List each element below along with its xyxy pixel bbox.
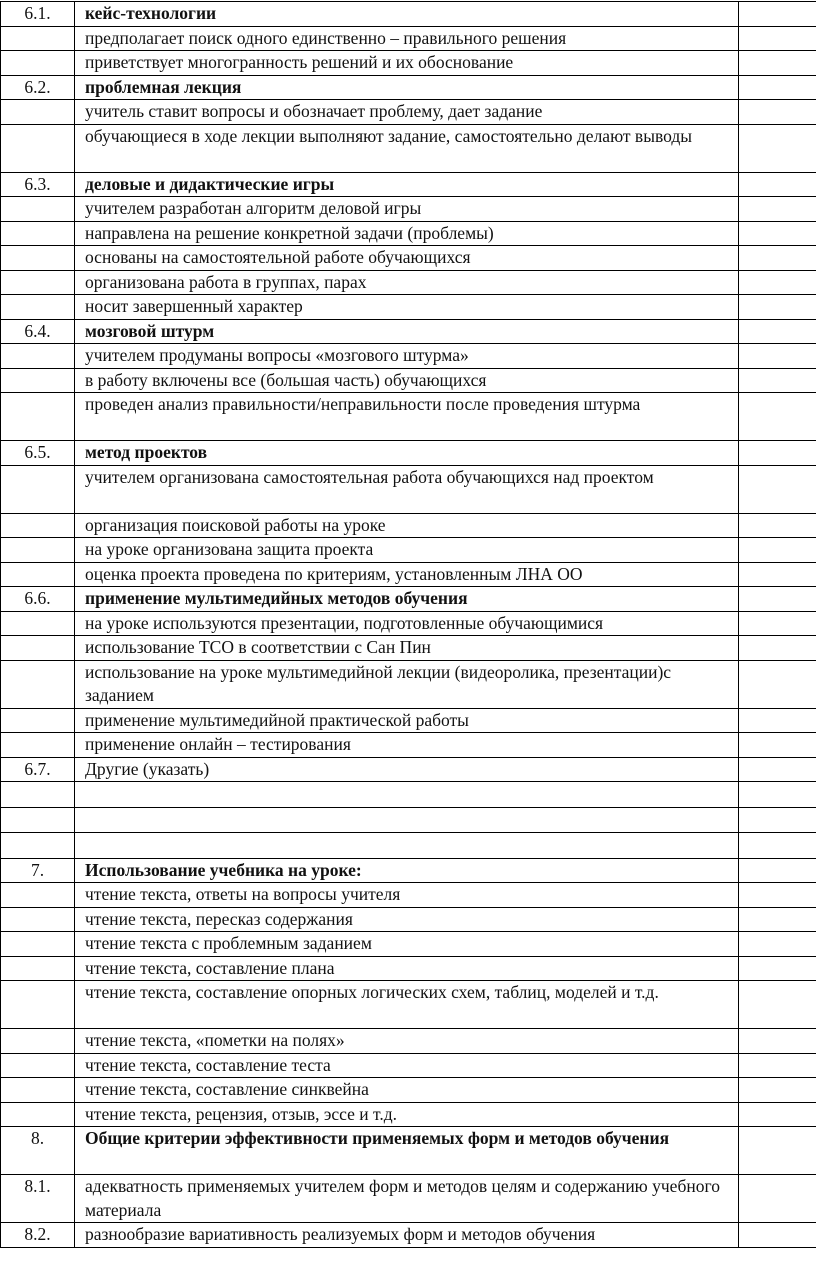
mark-cell[interactable] xyxy=(739,660,816,708)
item-number xyxy=(1,124,75,172)
mark-cell[interactable] xyxy=(739,907,816,932)
criterion-text: направлена на решение конкретной задачи (проблемы) xyxy=(75,221,739,246)
item-number xyxy=(1,883,75,908)
item-number xyxy=(1,270,75,295)
item-number: 8.2. xyxy=(1,1223,75,1248)
mark-cell[interactable] xyxy=(739,538,816,563)
mark-cell[interactable] xyxy=(739,221,816,246)
mark-cell[interactable] xyxy=(739,368,816,393)
table-row xyxy=(1,807,816,833)
section-heading: применение мультимедийных методов обучения xyxy=(75,587,739,612)
criterion-text: организация поисковой работы на уроке xyxy=(75,513,739,538)
criterion-text: обучающиеся в ходе лекции выполняют задание, самостоятельно делают выводы xyxy=(75,124,739,172)
mark-cell[interactable] xyxy=(739,295,816,320)
mark-cell[interactable] xyxy=(739,172,816,197)
criterion-text: разнообразие вариативность реализуемых форм и методов обучения xyxy=(75,1223,739,1248)
table-row xyxy=(1,246,816,271)
mark-cell[interactable] xyxy=(739,124,816,172)
table-row xyxy=(1,636,816,661)
mark-cell[interactable] xyxy=(739,270,816,295)
mark-cell[interactable] xyxy=(739,1175,816,1223)
criterion-text: чтение текста, «пометки на полях» xyxy=(75,1029,739,1054)
mark-cell[interactable] xyxy=(739,344,816,369)
mark-cell[interactable] xyxy=(739,981,816,1029)
table-row xyxy=(1,51,816,76)
table-row xyxy=(1,883,816,908)
item-number xyxy=(1,956,75,981)
evaluation-checklist-table xyxy=(0,1,816,1248)
criterion-text: чтение текста, составление теста xyxy=(75,1053,739,1078)
criterion-text: учителем продуманы вопросы «мозгового штурма» xyxy=(75,344,739,369)
criterion-text: учитель ставит вопросы и обозначает проблему, дает задание xyxy=(75,100,739,125)
mark-cell[interactable] xyxy=(739,51,816,76)
criterion-text xyxy=(75,807,739,833)
item-number: 6.4. xyxy=(1,319,75,344)
item-number: 6.5. xyxy=(1,441,75,466)
mark-cell[interactable] xyxy=(739,197,816,222)
mark-cell[interactable] xyxy=(739,708,816,733)
table-row xyxy=(1,124,816,172)
item-number: 8.1. xyxy=(1,1175,75,1223)
table-row xyxy=(1,465,816,513)
mark-cell[interactable] xyxy=(739,1223,816,1248)
mark-cell[interactable] xyxy=(739,75,816,100)
criterion-text: чтение текста, рецензия, отзыв, эссе и т.д. xyxy=(75,1102,739,1127)
mark-cell[interactable] xyxy=(739,782,816,808)
table-row xyxy=(1,660,816,708)
table-row xyxy=(1,270,816,295)
table-row xyxy=(1,26,816,51)
item-number xyxy=(1,1053,75,1078)
section-heading: метод проектов xyxy=(75,441,739,466)
table-row xyxy=(1,75,816,100)
item-number: 6.1. xyxy=(1,2,75,27)
criterion-text: использование на уроке мультимедийной лекции (видеоролика, презентации)с заданием xyxy=(75,660,739,708)
criterion-text: применение мультимедийной практической работы xyxy=(75,708,739,733)
table-row xyxy=(1,1078,816,1103)
item-number xyxy=(1,981,75,1029)
table-row xyxy=(1,611,816,636)
criterion-text: адекватность применяемых учителем форм и методов целям и содержанию учебного материала xyxy=(75,1175,739,1223)
mark-cell[interactable] xyxy=(739,858,816,883)
table-row xyxy=(1,319,816,344)
mark-cell[interactable] xyxy=(739,393,816,441)
table-row xyxy=(1,858,816,883)
mark-cell[interactable] xyxy=(739,587,816,612)
item-number xyxy=(1,1078,75,1103)
table-row xyxy=(1,981,816,1029)
table-row xyxy=(1,368,816,393)
section-heading: Общие критерии эффективности применяемых форм и методов обучения xyxy=(75,1127,739,1175)
item-number xyxy=(1,660,75,708)
item-number xyxy=(1,465,75,513)
section-heading: проблемная лекция xyxy=(75,75,739,100)
criterion-text: проведен анализ правильности/неправильности после проведения штурма xyxy=(75,393,739,441)
criterion-text: приветствует многогранность решений и их обоснование xyxy=(75,51,739,76)
mark-cell[interactable] xyxy=(739,636,816,661)
mark-cell[interactable] xyxy=(739,807,816,833)
table-row xyxy=(1,562,816,587)
item-number xyxy=(1,513,75,538)
item-number: 6.7. xyxy=(1,757,75,782)
criterion-text: применение онлайн – тестирования xyxy=(75,733,739,758)
item-number xyxy=(1,393,75,441)
item-number xyxy=(1,733,75,758)
mark-cell[interactable] xyxy=(739,1053,816,1078)
criterion-text: предполагает поиск одного единственно – правильного решения xyxy=(75,26,739,51)
criterion-text xyxy=(75,833,739,859)
mark-cell[interactable] xyxy=(739,611,816,636)
item-number: 6.3. xyxy=(1,172,75,197)
criterion-text: чтение текста, составление опорных логических схем, таблиц, моделей и т.д. xyxy=(75,981,739,1029)
item-number xyxy=(1,246,75,271)
item-number: 7. xyxy=(1,858,75,883)
item-number xyxy=(1,1102,75,1127)
mark-cell[interactable] xyxy=(739,1102,816,1127)
criterion-text: учителем организована самостоятельная работа обучающихся над проектом xyxy=(75,465,739,513)
item-number xyxy=(1,708,75,733)
item-number: 8. xyxy=(1,1127,75,1175)
table-row xyxy=(1,1223,816,1248)
table-row xyxy=(1,833,816,859)
mark-cell[interactable] xyxy=(739,733,816,758)
table-row xyxy=(1,932,816,957)
mark-cell[interactable] xyxy=(739,319,816,344)
mark-cell[interactable] xyxy=(739,465,816,513)
table-row xyxy=(1,1102,816,1127)
table-row xyxy=(1,907,816,932)
section-heading: кейс-технологии xyxy=(75,2,739,27)
table-row xyxy=(1,708,816,733)
item-number xyxy=(1,611,75,636)
mark-cell[interactable] xyxy=(739,26,816,51)
item-number xyxy=(1,782,75,808)
table-row xyxy=(1,782,816,808)
mark-cell[interactable] xyxy=(739,441,816,466)
item-number xyxy=(1,51,75,76)
criterion-text: использование ТСО в соответствии с Сан Пин xyxy=(75,636,739,661)
mark-cell[interactable] xyxy=(739,100,816,125)
mark-cell[interactable] xyxy=(739,513,816,538)
criterion-text: чтение текста, ответы на вопросы учителя xyxy=(75,883,739,908)
table-row xyxy=(1,172,816,197)
table-row xyxy=(1,757,816,782)
criterion-text: чтение текста, составление синквейна xyxy=(75,1078,739,1103)
table-row xyxy=(1,393,816,441)
mark-cell[interactable] xyxy=(739,1029,816,1054)
item-number xyxy=(1,636,75,661)
section-heading: деловые и дидактические игры xyxy=(75,172,739,197)
item-number xyxy=(1,368,75,393)
table-row xyxy=(1,587,816,612)
mark-cell[interactable] xyxy=(739,757,816,782)
item-number xyxy=(1,197,75,222)
mark-cell[interactable] xyxy=(739,2,816,27)
table-row xyxy=(1,1029,816,1054)
criterion-text: учителем разработан алгоритм деловой игры xyxy=(75,197,739,222)
item-number xyxy=(1,833,75,859)
table-row xyxy=(1,538,816,563)
table-row xyxy=(1,100,816,125)
checklist-body xyxy=(1,2,816,1248)
section-heading: мозговой штурм xyxy=(75,319,739,344)
criterion-text: на уроке организована защита проекта xyxy=(75,538,739,563)
mark-cell[interactable] xyxy=(739,1078,816,1103)
mark-cell[interactable] xyxy=(739,1127,816,1175)
criterion-text: на уроке используются презентации, подготовленные обучающимися xyxy=(75,611,739,636)
criterion-text: в работу включены все (большая часть) обучающихся xyxy=(75,368,739,393)
criterion-text: чтение текста, составление плана xyxy=(75,956,739,981)
table-row xyxy=(1,1127,816,1175)
item-number xyxy=(1,221,75,246)
criterion-text: чтение текста, пересказ содержания xyxy=(75,907,739,932)
table-row xyxy=(1,295,816,320)
table-row xyxy=(1,197,816,222)
item-number xyxy=(1,295,75,320)
criterion-text: основаны на самостоятельной работе обучающихся xyxy=(75,246,739,271)
mark-cell[interactable] xyxy=(739,956,816,981)
mark-cell[interactable] xyxy=(739,246,816,271)
criterion-text xyxy=(75,782,739,808)
table-row xyxy=(1,2,816,27)
item-number xyxy=(1,807,75,833)
table-row xyxy=(1,733,816,758)
mark-cell[interactable] xyxy=(739,833,816,859)
table-row xyxy=(1,344,816,369)
item-number xyxy=(1,932,75,957)
item-number xyxy=(1,562,75,587)
section-heading: Использование учебника на уроке: xyxy=(75,858,739,883)
item-number xyxy=(1,344,75,369)
mark-cell[interactable] xyxy=(739,932,816,957)
table-row xyxy=(1,1175,816,1223)
table-row xyxy=(1,513,816,538)
criterion-text: Другие (указать) xyxy=(75,757,739,782)
mark-cell[interactable] xyxy=(739,883,816,908)
item-number xyxy=(1,1029,75,1054)
criterion-text: организована работа в группах, парах xyxy=(75,270,739,295)
item-number xyxy=(1,538,75,563)
mark-cell[interactable] xyxy=(739,562,816,587)
item-number: 6.6. xyxy=(1,587,75,612)
criterion-text: оценка проекта проведена по критериям, установленным ЛНА ОО xyxy=(75,562,739,587)
table-row xyxy=(1,1053,816,1078)
table-row xyxy=(1,956,816,981)
table-row xyxy=(1,441,816,466)
table-row xyxy=(1,221,816,246)
criterion-text: носит завершенный характер xyxy=(75,295,739,320)
item-number xyxy=(1,907,75,932)
item-number xyxy=(1,100,75,125)
criterion-text: чтение текста с проблемным заданием xyxy=(75,932,739,957)
item-number: 6.2. xyxy=(1,75,75,100)
item-number xyxy=(1,26,75,51)
